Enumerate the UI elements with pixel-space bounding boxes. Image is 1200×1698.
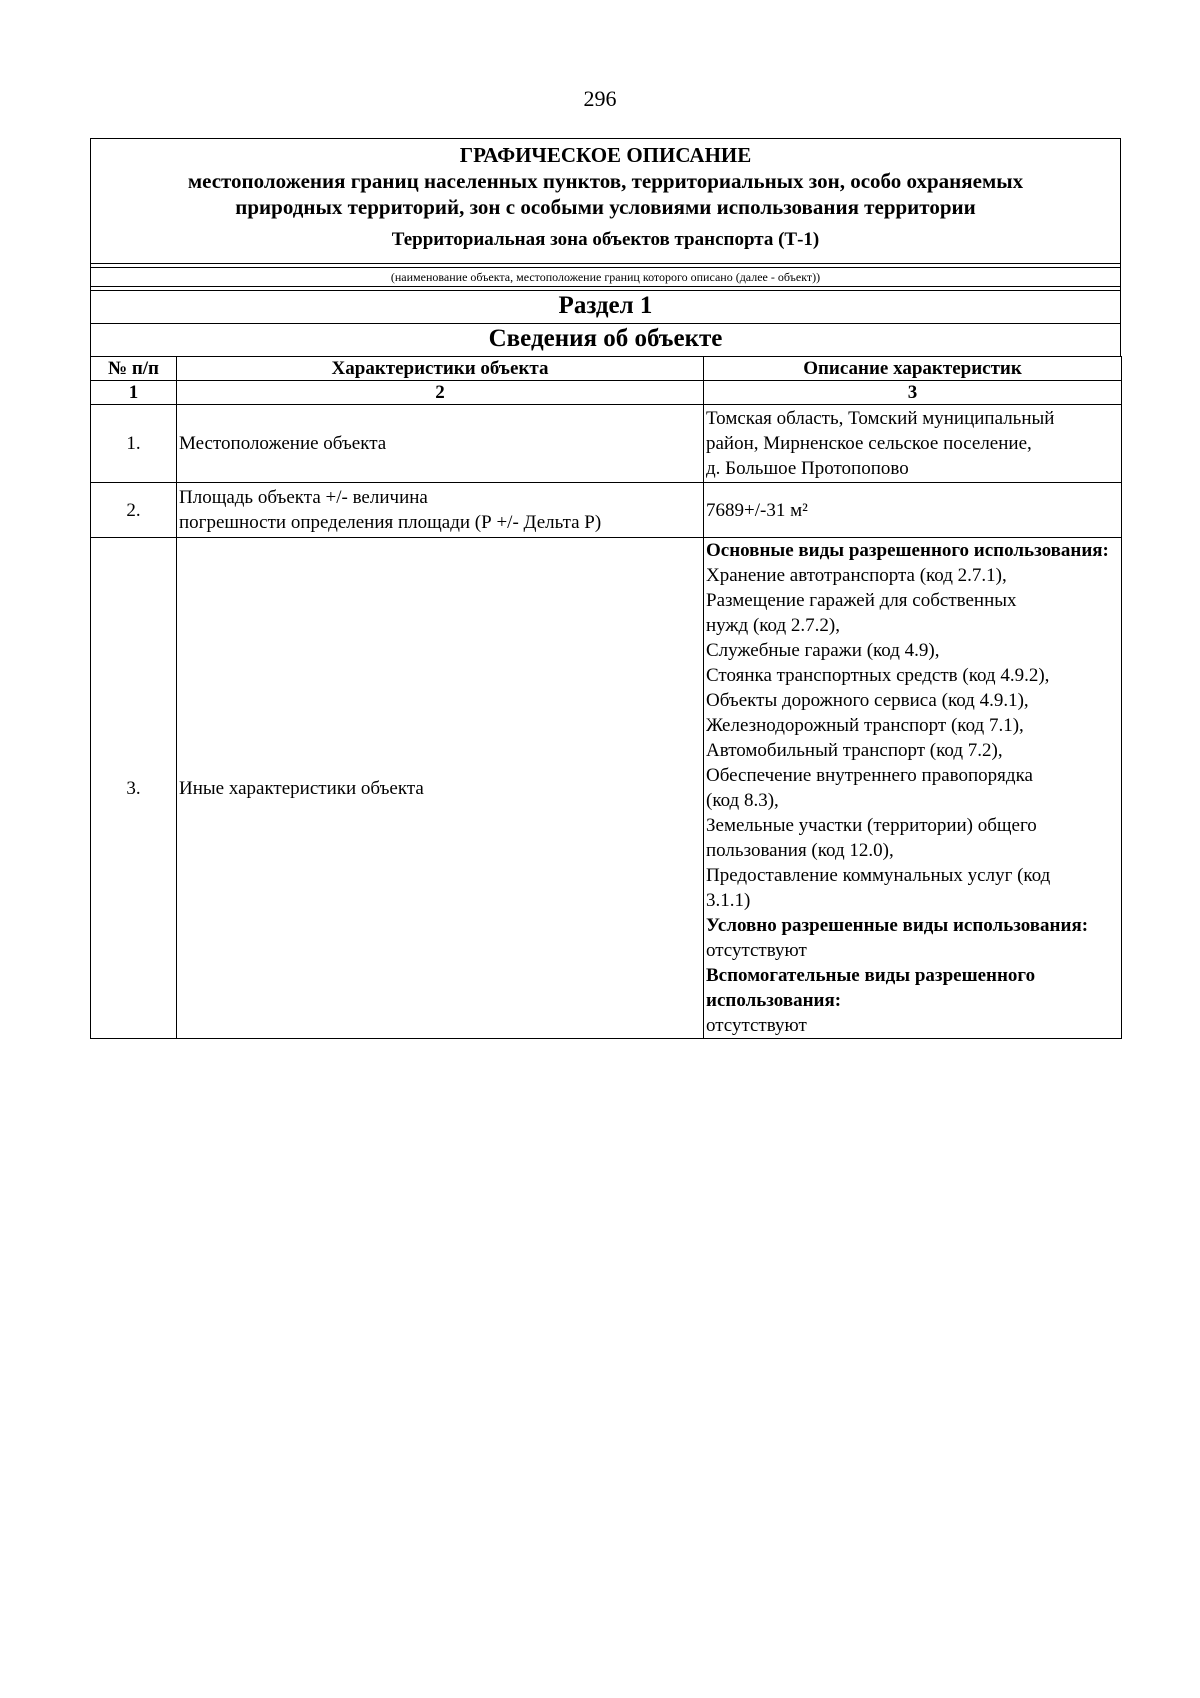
table-row <box>91 405 1122 483</box>
column-number-cell: 1 <box>91 381 177 405</box>
location-line: район, Мирненское сельское поселение, <box>706 433 1032 454</box>
document-subtitle-line-2: природных территорий, зон с особыми условиями использования территории <box>235 195 976 219</box>
use-line: Железнодорожный транспорт (код 7.1), <box>706 715 1024 736</box>
main-uses-title: Основные виды разрешенного использования: <box>706 540 1109 561</box>
use-line: нужд (код 2.7.2), <box>706 615 841 636</box>
page-number: 296 <box>583 86 617 111</box>
use-line: (код 8.3), <box>706 790 779 811</box>
table-header-row <box>91 357 1122 381</box>
column-number-row <box>91 381 1122 405</box>
row-characteristic: Иные характеристики объекта <box>177 538 704 1039</box>
table-row <box>91 538 1122 1039</box>
document-sheet <box>90 138 1121 1039</box>
use-line: Стоянка транспортных средств (код 4.9.2), <box>706 665 1050 686</box>
object-info-table <box>90 356 1122 1039</box>
characteristic-line: погрешности определения площади (Р +/- Дельта Р) <box>179 512 602 533</box>
characteristic-line: Площадь объекта +/- величина <box>179 487 428 508</box>
table-row <box>91 483 1122 538</box>
use-line: 3.1.1) <box>706 890 751 911</box>
row-number: 3. <box>91 538 177 1039</box>
row-characteristic: Местоположение объекта <box>177 405 704 483</box>
section-subtitle: Сведения об объекте <box>90 323 1121 356</box>
use-line: Хранение автотранспорта (код 2.7.1), <box>706 565 1007 586</box>
column-number-cell: 3 <box>704 381 1122 405</box>
row-number: 2. <box>91 483 177 538</box>
object-name-note: (наименование объекта, местоположение границ которого описано (далее - объект)) <box>90 267 1121 286</box>
location-line: д. Большое Протопопово <box>706 458 909 479</box>
document-subtitle-line-1: местоположения границ населенных пунктов, территориальных зон, особо охраняемых <box>187 169 1024 193</box>
row-description <box>704 405 1122 483</box>
header-cell-characteristic: Характеристики объекта <box>177 357 704 381</box>
use-line: пользования (код 12.0), <box>706 840 894 861</box>
location-line: Томская область, Томский муниципальный <box>706 408 1055 429</box>
object-name: Территориальная зона объектов транспорта (Т-1) <box>391 229 820 250</box>
section-title: Раздел 1 <box>90 290 1121 323</box>
use-line: Автомобильный транспорт (код 7.2), <box>706 740 1003 761</box>
conditional-uses-value: отсутствуют <box>706 940 807 961</box>
header-cell-description: Описание характеристик <box>704 357 1122 381</box>
conditional-uses-title: Условно разрешенные виды использования: <box>706 915 1089 936</box>
use-line: Размещение гаражей для собственных <box>706 590 1017 611</box>
auxiliary-uses-title: Вспомогательные виды разрешенного использования: <box>706 965 1036 1011</box>
use-line: Обеспечение внутреннего правопорядка <box>706 765 1033 786</box>
row-number: 1. <box>91 405 177 483</box>
column-number-cell: 2 <box>177 381 704 405</box>
row-description <box>704 538 1122 1039</box>
document-header <box>90 138 1121 264</box>
use-line: Земельные участки (территории) общего <box>706 815 1037 836</box>
use-line: Служебные гаражи (код 4.9), <box>706 640 940 661</box>
header-cell-number: № п/п <box>91 357 177 381</box>
row-characteristic <box>177 483 704 538</box>
auxiliary-uses-value: отсутствуют <box>706 1015 807 1036</box>
use-line: Объекты дорожного сервиса (код 4.9.1), <box>706 690 1029 711</box>
use-line: Предоставление коммунальных услуг (код <box>706 865 1051 886</box>
document-title: ГРАФИЧЕСКОЕ ОПИСАНИЕ <box>459 143 752 167</box>
area-value: 7689+/-31 м² <box>704 483 1122 538</box>
